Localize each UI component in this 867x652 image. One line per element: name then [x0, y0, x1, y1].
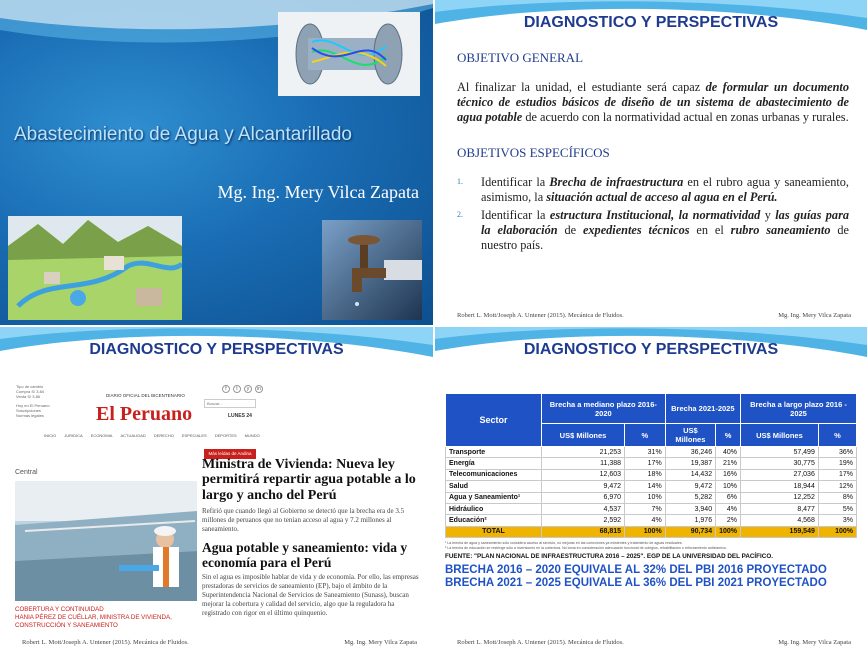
value-cell: 8%	[818, 492, 856, 503]
table-note-1: ¹ La brecha de agua y saneamiento sólo considera acceso al servicio, no mejoras en las conexiones ya existentes y tratamiento de aguas residuales.	[445, 541, 683, 546]
emphasis-text: estructura Institucional, la normatividad	[549, 208, 761, 222]
slide-heading: DIAGNOSTICO Y PERSPECTIVAS	[89, 341, 344, 358]
social-icons	[222, 385, 263, 393]
presentation-title: Abastecimiento de Agua y Alcantarillado	[14, 124, 352, 145]
value-cell: 18,944	[741, 481, 819, 492]
table-row	[446, 481, 857, 492]
paper-nav-item[interactable]: DEPORTES	[214, 433, 237, 438]
value-cell: 6%	[716, 492, 741, 503]
header-group-2: Brecha 2021-2025	[665, 394, 740, 424]
value-cell: 10%	[625, 492, 666, 503]
emphasis-text: de formular un documento técnico de estudios básicos de diseño de un sistema de abastecimiento de agua potable	[457, 80, 850, 124]
value-cell: 159,549	[741, 526, 819, 537]
section-label: Central	[15, 469, 38, 476]
value-cell: 90,734	[665, 526, 715, 537]
slide-footer-reference: Robert L. Mott/Joseph A. Untener (2015). Mecánica de Fluidos.	[457, 639, 624, 646]
header-sub-cell: US$ Millones	[741, 424, 819, 447]
table-row	[446, 503, 857, 514]
value-cell: 36,246	[665, 447, 715, 458]
value-cell: 5,282	[665, 492, 715, 503]
header-group-1: Brecha a mediano plazo 2016-2020	[542, 394, 666, 424]
emphasis-text: rubro saneamiento	[730, 223, 831, 237]
brecha-table	[445, 393, 857, 538]
newspaper-screenshot	[14, 381, 424, 633]
brecha-pbi-2016: BRECHA 2016 – 2020 EQUIVALE AL 32% DEL PBI 2016 PROYECTADO	[445, 564, 827, 577]
objetivos-especificos-heading: OBJETIVOS ESPECÍFICOS	[457, 145, 610, 160]
sector-cell: TOTAL	[446, 526, 542, 537]
plain-text: de acuerdo con la normatividad actual en zonas urbanas y rurales.	[522, 110, 849, 124]
header-sub-cell: US$ Millones	[542, 424, 625, 447]
value-cell: 19,387	[665, 458, 715, 469]
paper-nav-item[interactable]: ECONOMIA	[90, 433, 113, 438]
slide-footer-author: Mg. Ing. Mery Vilca Zapata	[344, 639, 417, 646]
paper-nav-item[interactable]: ESPECIALES	[181, 433, 207, 438]
value-cell: 12%	[818, 481, 856, 492]
slide-heading: DIAGNOSTICO Y PERSPECTIVAS	[523, 14, 779, 31]
paper-date: LUNES 24	[228, 413, 252, 419]
value-cell: 11,388	[542, 458, 625, 469]
plain-text: y	[760, 208, 776, 222]
header-sub-cell: %	[716, 424, 741, 447]
headline-agua-potable[interactable]: Agua potable y saneamiento: vida y economía para el Perú	[202, 540, 408, 570]
sector-cell: Educación²	[446, 515, 542, 526]
value-cell: 14,432	[665, 469, 715, 480]
value-cell: 16%	[716, 469, 741, 480]
paper-nav-item[interactable]: INICIO	[44, 433, 57, 438]
paper-search-input[interactable]	[204, 399, 256, 408]
table-row	[446, 492, 857, 503]
value-cell: 100%	[818, 526, 856, 537]
value-cell: 9,472	[665, 481, 715, 492]
sector-cell: Energía	[446, 458, 542, 469]
value-cell: 21%	[716, 458, 741, 469]
plain-text: de nuestro país.	[481, 223, 849, 252]
value-cell: 3%	[818, 515, 856, 526]
brecha-pbi-2021: BRECHA 2021 – 2025 EQUIVALE AL 36% DEL PBI 2021 PROYECTADO	[445, 577, 827, 590]
objetivo-especifico-item	[457, 208, 849, 253]
slide-footer-author: Mg. Ing. Mery Vilca Zapata	[778, 639, 851, 646]
emphasis-text: las guías para la elaboración	[481, 208, 850, 237]
value-cell: 1,976	[665, 515, 715, 526]
value-cell: 7%	[625, 503, 666, 514]
brecha-table-image	[445, 393, 857, 619]
linkedin-icon[interactable]: in	[255, 385, 263, 393]
value-cell: 68,815	[542, 526, 625, 537]
value-cell: 40%	[716, 447, 741, 458]
value-cell: 27,036	[741, 469, 819, 480]
plain-text: Identificar la	[481, 175, 550, 189]
paper-nav-item[interactable]: DERECHO	[153, 433, 174, 438]
pipe-flow-image	[278, 12, 420, 96]
sector-cell: Transporte	[446, 447, 542, 458]
value-cell: 30,775	[741, 458, 819, 469]
table-total-row	[446, 526, 857, 537]
value-cell: 19%	[818, 458, 856, 469]
emphasis-text: expedientes técnicos	[582, 223, 690, 237]
value-cell: 8,477	[741, 503, 819, 514]
table-row	[446, 469, 857, 480]
emphasis-text: situación actual de acceso al agua en el Perú.	[546, 190, 778, 204]
table-source: FUENTE: "PLAN NACIONAL DE INFRAESTRUCTURA 2016 – 2025". EGP DE LA UNIVERSIDAD DEL PACÍFICO.	[445, 553, 773, 561]
water-system-illustration	[8, 216, 182, 320]
header-sub-cell: %	[818, 424, 856, 447]
photo-caption	[15, 606, 200, 629]
value-cell: 14%	[625, 481, 666, 492]
headline-ministra[interactable]: Ministra de Vivienda: Nueva ley permitirá repartir agua potable a lo largo y ancho del Perú	[202, 457, 416, 503]
twitter-icon[interactable]: t	[233, 385, 241, 393]
objetivos-content	[457, 50, 849, 256]
value-cell: 6,970	[542, 492, 625, 503]
sector-cell: Salud	[446, 481, 542, 492]
sector-cell: Hidráulico	[446, 503, 542, 514]
plain-text: Identificar la	[481, 208, 550, 222]
slide-footer-reference: Robert L. Mott/Joseph A. Untener (2015). Mecánica de Fluidos.	[22, 639, 189, 646]
youtube-icon[interactable]: y	[244, 385, 252, 393]
value-cell: 10%	[716, 481, 741, 492]
paper-nav-item[interactable]: ACTUALIDAD	[120, 433, 146, 438]
list-number: 2.	[457, 210, 463, 219]
value-cell: 4,537	[542, 503, 625, 514]
article-summary-2: Sin el agua es imposible hablar de vida y de economía. Por ello, las empresas prestadoras de servicios de saneamiento (EP), bajo el ámbito de la Superintendencia Nacional de Servicios de Saneamiento (Sunass), buscan mejorar la cobertura y calidad del servicio, algo que la reguladora ha registrado con rigor en el último quinquenio.	[202, 573, 419, 618]
plain-text: en el	[689, 223, 731, 237]
value-cell: 4,568	[741, 515, 819, 526]
table-row	[446, 447, 857, 458]
slide-brecha-table[interactable]	[435, 327, 867, 652]
header-sector: Sector	[446, 394, 542, 447]
value-cell: 5%	[818, 503, 856, 514]
value-cell: 21,253	[542, 447, 625, 458]
objetivo-general-heading: OBJETIVO GENERAL	[457, 50, 584, 65]
value-cell: 36%	[818, 447, 856, 458]
slide-title-page[interactable]	[0, 0, 433, 325]
value-cell: 2,592	[542, 515, 625, 526]
objetivo-especifico-item	[457, 175, 849, 205]
objetivo-general-text	[457, 80, 849, 125]
facebook-icon[interactable]: f	[222, 385, 230, 393]
paper-nav-item[interactable]: MUNDO	[244, 433, 260, 438]
presentation-author: Mg. Ing. Mery Vilca Zapata	[217, 182, 419, 202]
caption-line: COBERTURA Y CONTINUIDAD	[15, 606, 104, 613]
list-number: 1.	[457, 177, 463, 186]
header-sub-cell: %	[625, 424, 666, 447]
value-cell: 3,940	[665, 503, 715, 514]
objetivos-especificos-list	[457, 175, 849, 253]
value-cell: 12,252	[741, 492, 819, 503]
emphasis-text: Brecha de infraestructura	[549, 175, 684, 189]
value-cell: 2%	[716, 515, 741, 526]
masthead-left-info: Tipo de cambio Compra S/ 3.84 Venta S/ 3.86 Hoy en El Peruano Suscripciones Normas legales	[16, 384, 50, 418]
value-cell: 9,472	[542, 481, 625, 492]
sector-cell: Telecomunicaciones	[446, 469, 542, 480]
header-sub-cell: US$ Millones	[665, 424, 715, 447]
slide-newspaper[interactable]	[0, 327, 433, 652]
slide-footer-author: Mg. Ing. Mery Vilca Zapata	[778, 312, 851, 319]
minister-photo	[15, 481, 197, 601]
paper-nav-item[interactable]: JURIDICA	[64, 433, 83, 438]
value-cell: 17%	[625, 458, 666, 469]
masthead-tagline: DIARIO OFICIAL DEL BICENTENARIO	[106, 393, 185, 398]
value-cell: 4%	[625, 515, 666, 526]
mas-leidas-button[interactable]: Más leídas de Andina	[204, 449, 256, 459]
dry-faucet-image	[322, 220, 422, 320]
value-cell: 57,499	[741, 447, 819, 458]
plain-text: en el rubro agua y saneamiento, asimismo, la	[481, 175, 849, 204]
slide-objetivos[interactable]	[435, 0, 867, 325]
plain-text: Al finalizar la unidad, el estudiante será capaz	[457, 80, 706, 94]
value-cell: 17%	[818, 469, 856, 480]
caption-line: HANIA PÉREZ DE CUÉLLAR, MINISTRA DE VIVIENDA, CONSTRUCCIÓN Y SANEAMIENTO	[15, 613, 172, 629]
value-cell: 12,603	[542, 469, 625, 480]
sector-cell: Agua y Saneamiento¹	[446, 492, 542, 503]
header-group-3: Brecha a largo plazo 2016 - 2025	[741, 394, 857, 424]
paper-nav-bar	[44, 431, 279, 440]
table-note-2: ² La brecha de educación se restringe sólo a inversiones en la cobertura. No toma en consideración adecuación funcional de colegios, rehabilitación o reforzamiento antisísmico.	[445, 545, 727, 550]
value-cell: 100%	[625, 526, 666, 537]
value-cell: 4%	[716, 503, 741, 514]
slide-footer-reference: Robert L. Mott/Joseph A. Untener (2015). Mecánica de Fluidos.	[457, 312, 624, 319]
plain-text: de	[557, 223, 583, 237]
value-cell: 31%	[625, 447, 666, 458]
table-row	[446, 458, 857, 469]
table-body	[446, 447, 857, 538]
value-cell: 100%	[716, 526, 741, 537]
article-summary-1: Refirió que cuando llegó al Gobierno se detectó que la brecha era de 3.5 millones de peruanos que no tenían acceso al agua y 7.2 millones al saneamiento.	[202, 507, 405, 534]
el-peruano-logo: El Peruano	[96, 403, 193, 425]
slide-heading: DIAGNOSTICO Y PERSPECTIVAS	[523, 341, 779, 358]
value-cell: 18%	[625, 469, 666, 480]
table-row	[446, 515, 857, 526]
